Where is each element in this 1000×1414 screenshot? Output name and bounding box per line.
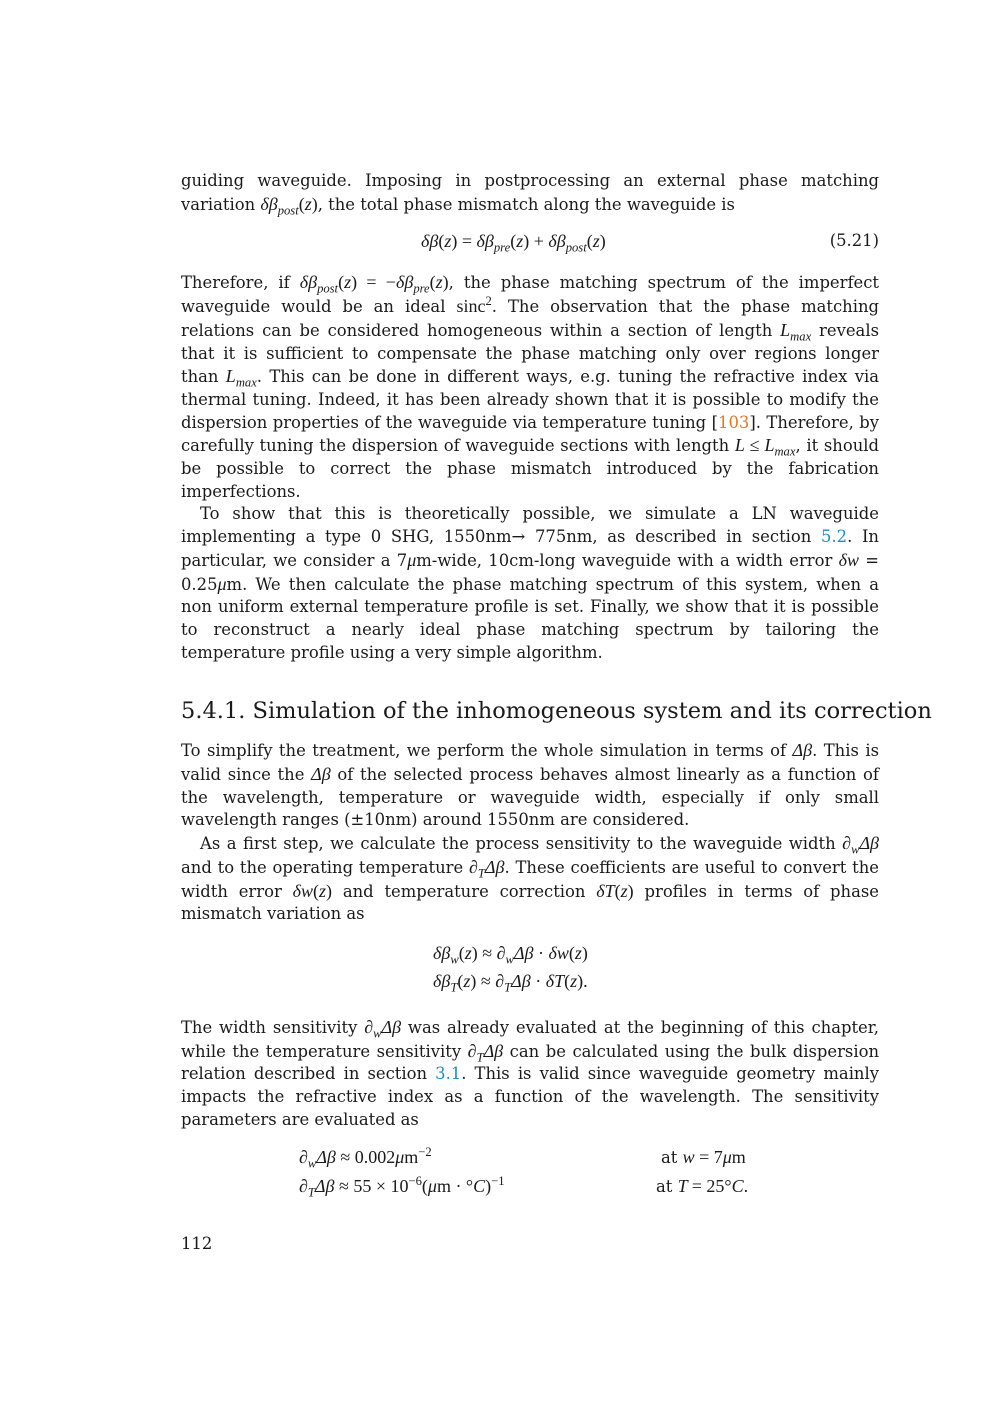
citation-link[interactable]: 103 (718, 412, 750, 432)
equation-5-21 (181, 230, 879, 254)
equation-line: $\partial_T\Delta\beta \approx 55 \times 10^{-6}(\mu m \cdot ^\circ C)^{-1}$ at T = 25°C. (299, 1173, 749, 1200)
equation-number: (5.21) (829, 231, 879, 251)
equation-line: $\delta\beta_w(z) \approx \partial_w\Delta\beta \cdot \delta w(z)$ (433, 942, 588, 967)
equation-line: $\delta\beta_T(z) \approx \partial_T\Delta\beta \cdot \delta T(z)$. (433, 970, 588, 995)
paragraph: The width sensitivity $\partial_w\Delta\beta$ was already evaluated at the beginning of this chapter, while the temperature sensitivity $\partial_T\Delta\beta$ can be calculated using the bulk dispersion relation described in section 3.1. This is valid since waveguide geometry mainly impacts the refractive index as a function of the wavelength. The sensitivity parameters are evaluated as (181, 1016, 880, 1129)
paragraph: To simplify the treatment, we perform the whole simulation in terms of Δβ. This is valid since the Δβ of the selected process behaves almost linearly as a function of the wavelength, temperature or waveguide width, especially if only small wavelength ranges (±10nm) around 1550nm are considered. (181, 740, 879, 830)
sensitivity-equations (181, 1146, 879, 1204)
equation-block-conversion (181, 942, 879, 998)
section-link[interactable]: 5.2 (821, 527, 848, 547)
page-number: 112 (181, 1234, 213, 1253)
page-body (181, 170, 932, 1204)
math-inline: $\delta\beta_{post}(z)$ (260, 193, 318, 218)
paragraph: As a first step, we calculate the process sensitivity to the waveguide width $\partial_w\Delta\beta$ and to the operating temperature $\partial_T\Delta\beta$. These coefficients are useful to convert the width error δw(z) and temperature correction δT(z) profiles in terms of phase mismatch variation as (181, 833, 879, 924)
equation-body: $\delta\beta(z) = \delta\beta_{pre}(z) + \delta\beta_{post}(z)$ (421, 231, 606, 255)
paragraph: guiding waveguide. Imposing in postprocessing an external phase matching variation $\delta\beta_{post}(z)$, the total phase mismatch along the waveguide is (181, 171, 879, 218)
paragraph: To show that this is theoretically possible, we simulate a LN waveguide implementing a type 0 SHG, 1550nm→ 775nm, as described in section 5.2. In particular, we consider a 7μm-wide, 10cm-long waveguide with a width error δw = 0.25μm. We then calculate the phase matching spectrum of this system, when a non uniform external temperature profile is set. Finally, we show that it is possible to reconstruct a nearly ideal phase matching spectrum by tailoring the temperature profile using a very simple algorithm. (181, 504, 879, 662)
section-link[interactable]: 3.1 (435, 1064, 462, 1084)
section-heading: 5.4.1. Simulation of the inhomogeneous system and its correction (181, 698, 932, 725)
equation-line: $\partial_w\Delta\beta \approx 0.002\mu m^{-2}$ at w = 7μm (299, 1144, 746, 1171)
paragraph: Therefore, if $\delta\beta_{post}(z) = -\delta\beta_{pre}(z)$, the phase matching spectrum of the imperfect waveguide would be an ideal sinc$^2$. The observation that the phase matching relations can be considered homogeneous within a section of length $L_{max}$ reveals that it is sufficient to compensate the phase matching only over regions longer than $L_{max}$. This can be done in different ways, e.g. tuning the refractive index via thermal tuning. Indeed, it has been already shown that it is possible to modify the dispersion properties of the waveguide via temperature tuning [103]. Therefore, by carefully tuning the dispersion of waveguide sections with length $L \le L_{max}$, it should be possible to correct the phase mismatch introduced by the fabrication imperfections. (181, 272, 880, 501)
